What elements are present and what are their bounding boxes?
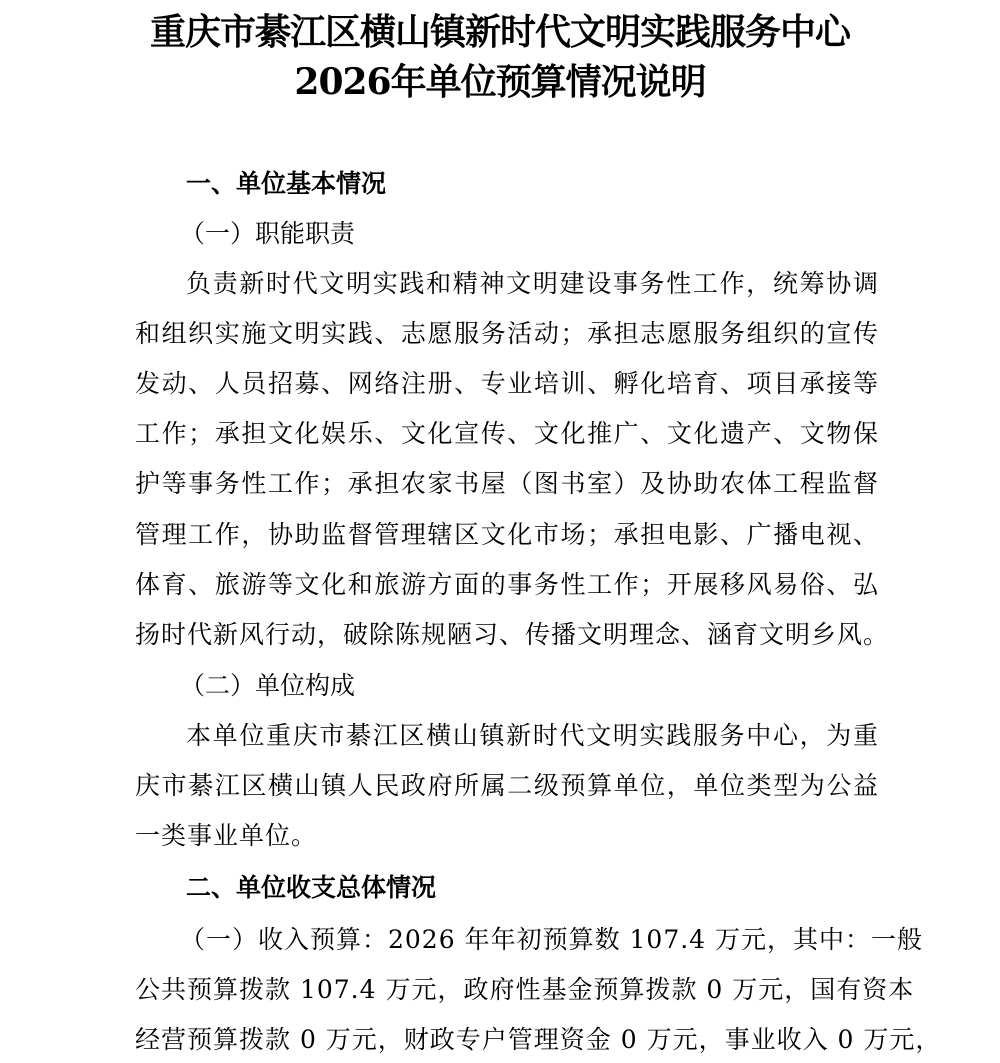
- paragraph-line: 管理工作，协助监督管理辖区文化市场；承担电影、广播电视、: [135, 520, 879, 549]
- section-1-heading: 一、单位基本情况: [186, 169, 387, 198]
- document-title-line-2: 2026年单位预算情况说明: [294, 61, 706, 103]
- paragraph-line: 本单位重庆市綦江区横山镇新时代文明实践服务中心，为重: [186, 721, 879, 750]
- subsection-1-2-heading: （二）单位构成: [180, 671, 356, 700]
- paragraph-line: 工作；承担文化娱乐、文化宣传、文化推广、文化遗产、文物保: [135, 419, 879, 448]
- subsection-1-1-heading: （一）职能职责: [180, 219, 356, 248]
- paragraph-line: 公共预算拨款 107.4 万元，政府性基金预算拨款 0 万元，国有资本: [135, 975, 915, 1004]
- paragraph-line: 一类事业单位。: [135, 821, 318, 850]
- paragraph-line: 护等事务性工作；承担农家书屋（图书室）及协助农体工程监督: [135, 469, 879, 498]
- paragraph-line: 庆市綦江区横山镇人民政府所属二级预算单位，单位类型为公益: [135, 771, 879, 800]
- paragraph-line: 负责新时代文明实践和精神文明建设事务性工作，统筹协调: [186, 269, 879, 298]
- paragraph-line: 和组织实施文明实践、志愿服务活动；承担志愿服务组织的宣传: [135, 319, 879, 348]
- paragraph-line: 体育、旅游等文化和旅游方面的事务性工作；开展移风易俗、弘: [135, 570, 879, 599]
- paragraph-line: （一）收入预算：2026 年年初预算数 107.4 万元，其中：一般: [180, 925, 924, 954]
- section-2-heading: 二、单位收支总体情况: [186, 873, 437, 902]
- paragraph-line: 经营预算拨款 0 万元，财政专户管理资金 0 万元，事业收入 0 万元，: [135, 1025, 942, 1054]
- paragraph-line: 扬时代新风行动，破除陈规陋习、传播文明理念、涵育文明乡风。: [135, 620, 890, 649]
- paragraph-line: 发动、人员招募、网络注册、专业培训、孵化培育、项目承接等: [135, 369, 879, 398]
- document-title-line-1: 重庆市綦江区横山镇新时代文明实践服务中心: [149, 11, 850, 53]
